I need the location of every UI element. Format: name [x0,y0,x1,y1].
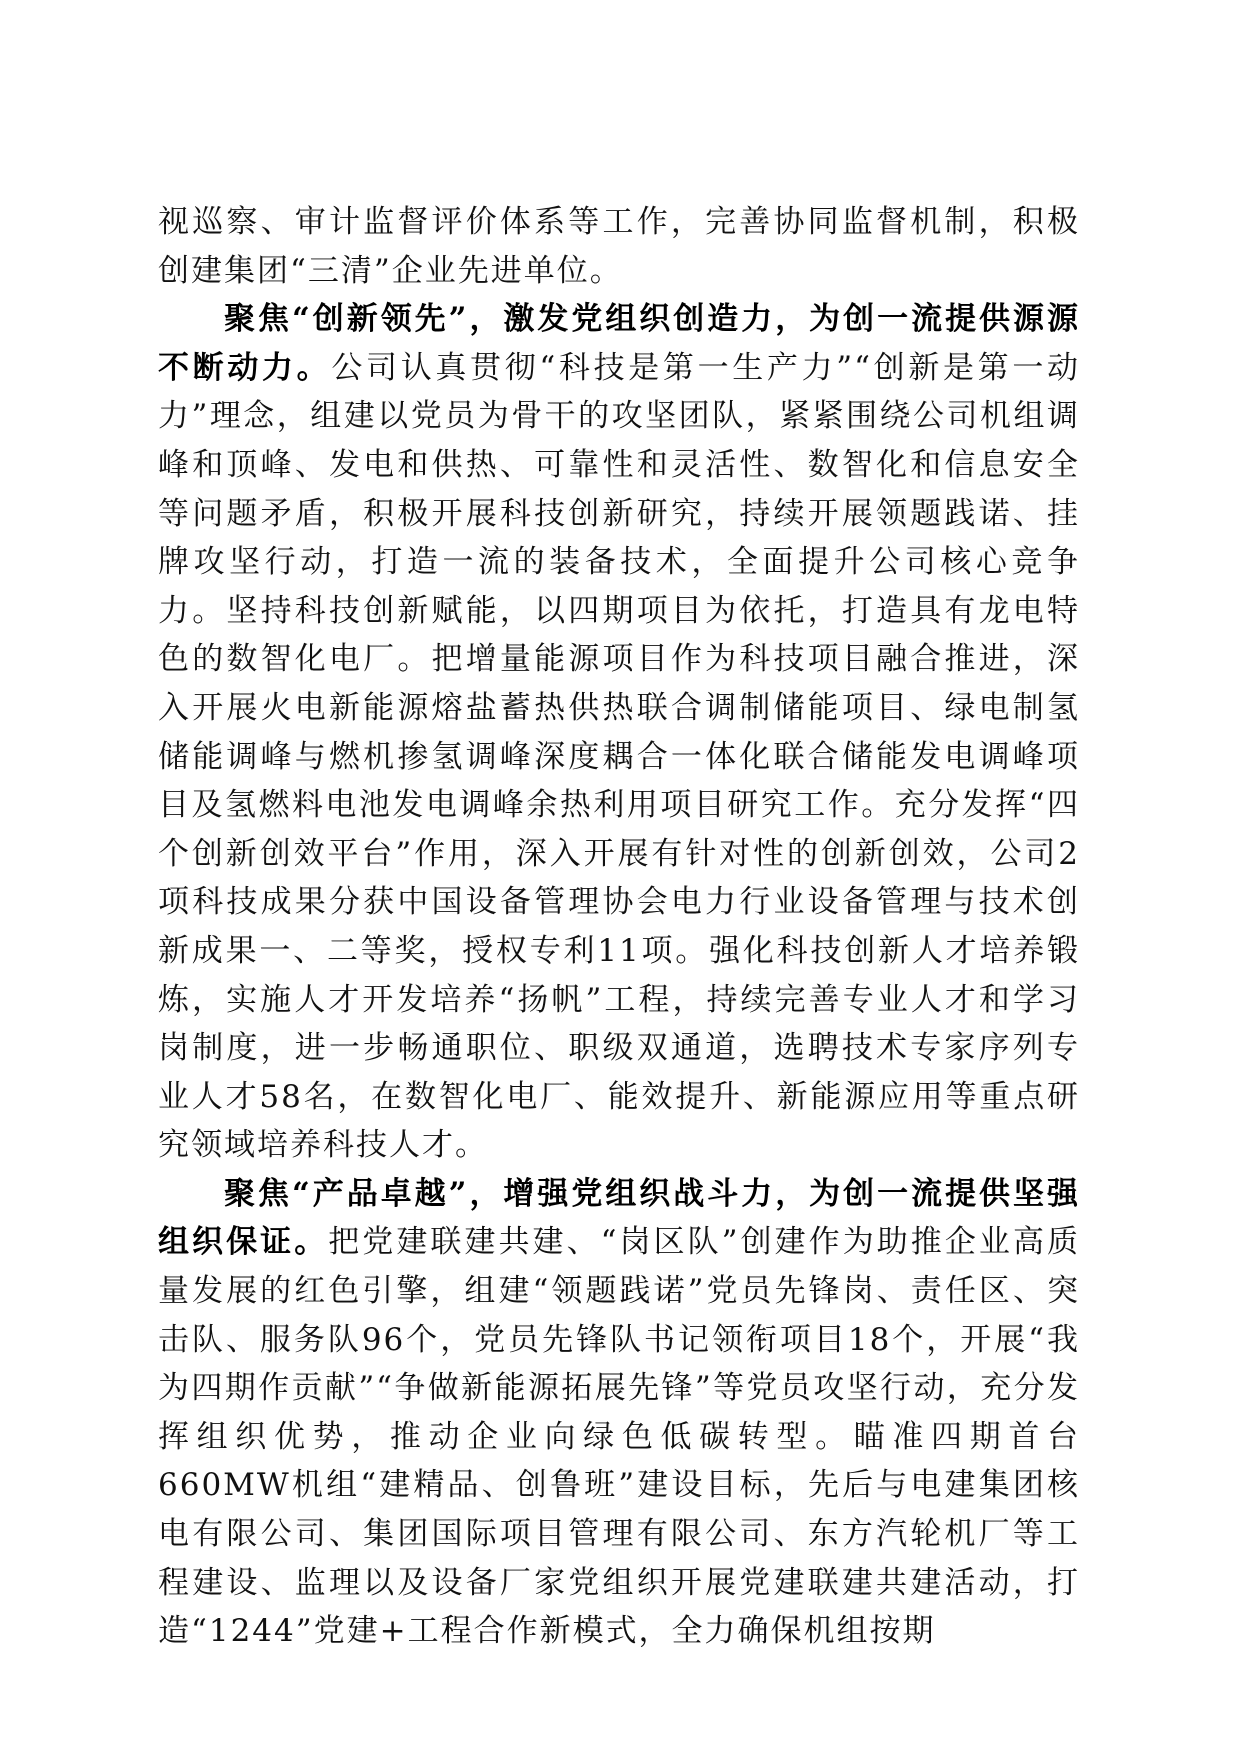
paragraph-continuation [158,198,1080,295]
document-body [158,198,1080,1656]
paragraph-heading: 聚焦“产品卓越”，增强党组织战斗力，为创一流提供坚强组织保证。 [158,1175,1080,1261]
paragraph-innovation [158,295,1080,1170]
paragraph-product [158,1170,1080,1656]
paragraph-heading: 聚焦“创新领先”，激发党组织创造力，为创一流提供源源不断动力。 [158,301,1080,386]
paragraph-text: 公司认真贯彻“科技是第一生产力”“创新是第一动力”理念，组建以党员为骨干的攻坚团队，紧紧围绕公司机组调峰和顶峰、发电和供热、可靠性和灵活性、数智化和信息安全等问题矛盾，积极开展科技创新研究，持续开展领题践诺、挂牌攻坚行动，打造一流的装备技术，全面提升公司核心竞争力。坚持科技创新赋能，以四期项目为依托，打造具有龙电特色的数智化电厂。把增量能源项目作为科技项目融合推进，深入开展火电新能源熔盐蓄热供热联合调制储能项目、绿电制氢储能调峰与燃机掺氢调峰深度耦合一体化联合储能发电调峰项目及氢燃料电池发电调峰余热利用项目研究工作。充分发挥“四个创新创效平台”作用，深入开展有针对性的创新创效，公司2项科技成果分获中国设备管理协会电力行业设备管理与技术创新成果一、二等奖，授权专利11项。强化科技创新人才培养锻炼，实施人才开发培养“扬帆”工程，持续完善专业人才和学习岗制度，进一步畅通职位、职级双通道，选聘技术专家序列专业人才58名，在数智化电厂、能效提升、新能源应用等重点研究领域培养科技人才。 [158,349,1080,1164]
paragraph-text: 把党建联建共建、“岗区队”创建作为助推企业高质量发展的红色引擎，组建“领题践诺”党员先锋岗、责任区、突击队、服务队96个，党员先锋队书记领衔项目18个，开展“我为四期作贡献”“争做新能源拓展先锋”等党员攻坚行动，充分发挥组织优势，推动企业向绿色低碳转型。瞄准四期首台660MW机组“建精品、创鲁班”建设目标，先后与电建集团核电有限公司、集团国际项目管理有限公司、东方汽轮机厂等工程建设、监理以及设备厂家党组织开展党建联建共建活动，打造“1244”党建+工程合作新模式，全力确保机组按期 [158,1224,1081,1650]
paragraph-text: 视巡察、审计监督评价体系等工作，完善协同监督机制，积极创建集团“三清”企业先进单位。 [158,204,1080,289]
